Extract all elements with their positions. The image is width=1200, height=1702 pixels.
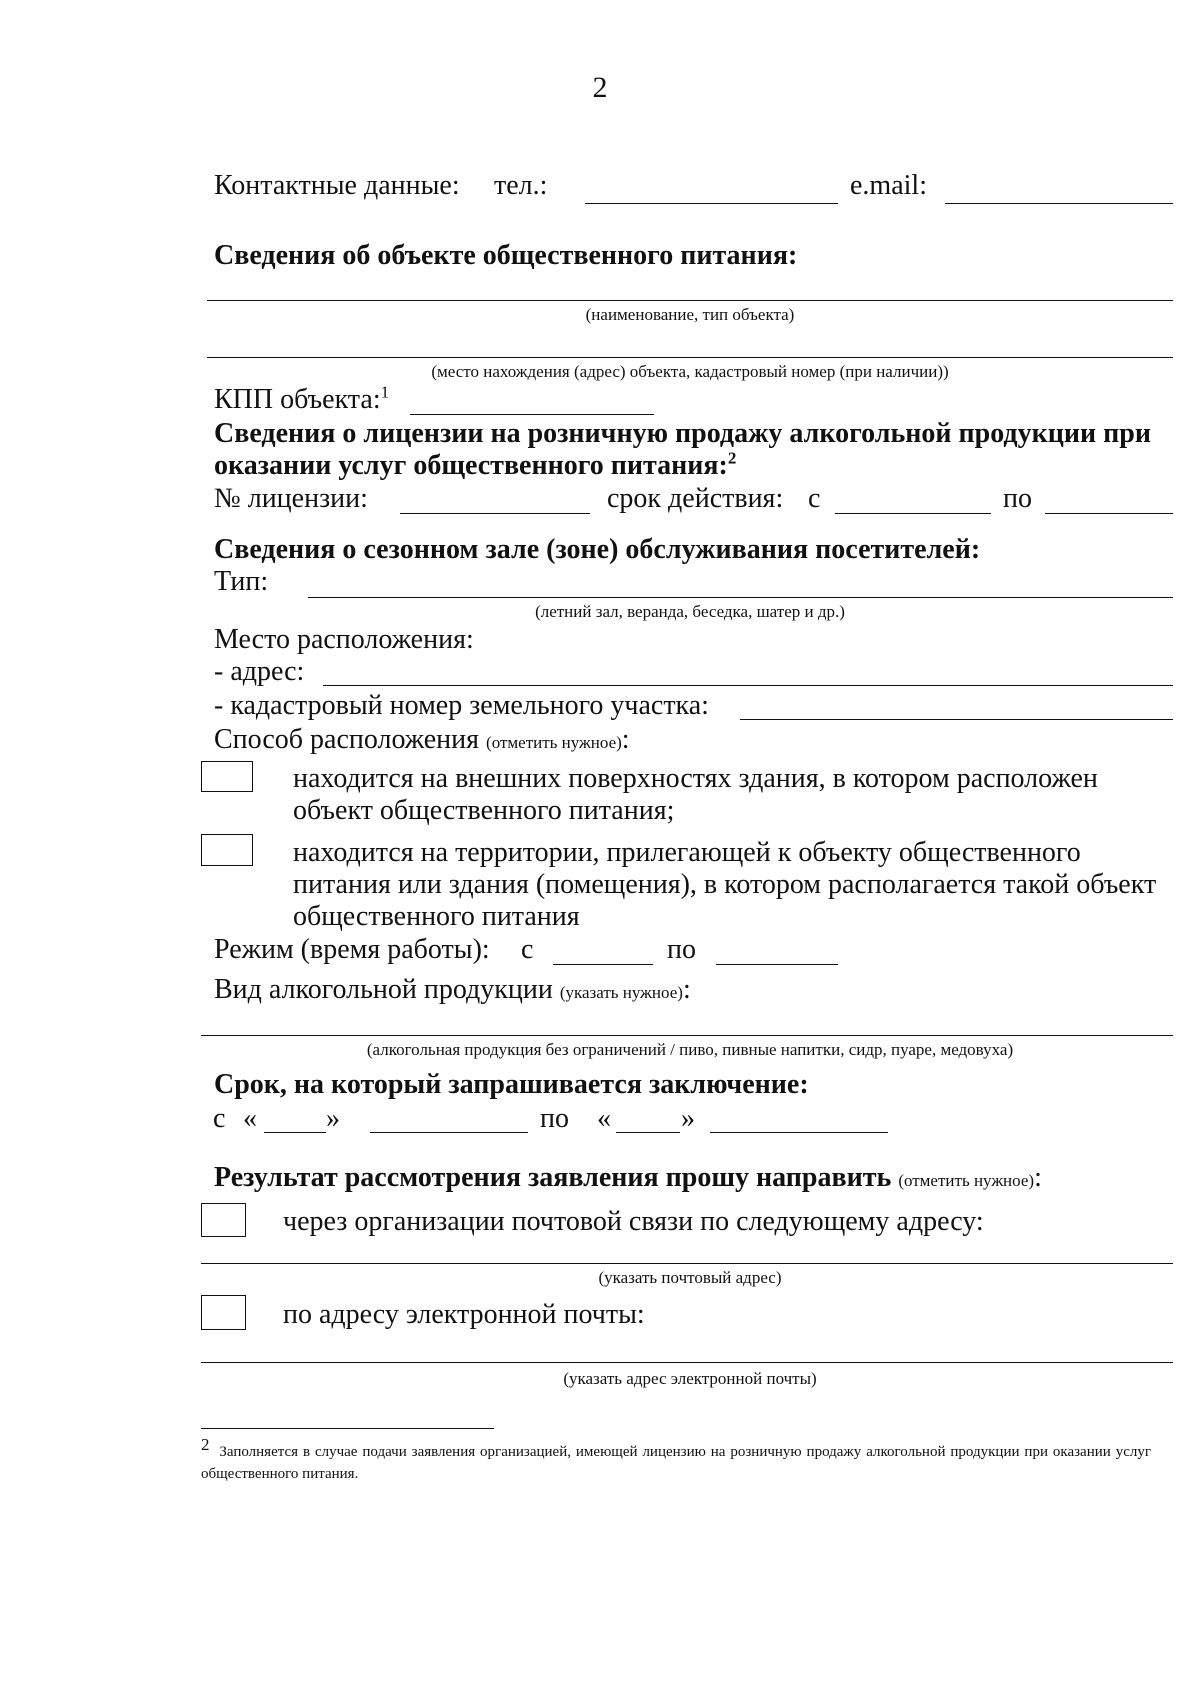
catering-name-hint: (наименование, тип объекта) — [585, 305, 795, 324]
kpp-label: КПП объекта:$^1$ — [214, 382, 390, 415]
seasonal-cadastral-field[interactable] — [740, 719, 1173, 720]
seasonal-type-label: Тип: — [214, 566, 269, 597]
term-from-close-quote: » — [326, 1103, 340, 1134]
email-label: e.mail: — [850, 170, 927, 201]
alcohol-type-field[interactable] — [201, 1035, 1173, 1036]
license-validity-label: срок действия: — [607, 483, 784, 514]
option-adjacent-territory-checkbox[interactable] — [201, 834, 253, 866]
result-email-address-field[interactable] — [201, 1362, 1173, 1363]
term-from-month-year-field[interactable] — [370, 1132, 528, 1133]
kpp-field[interactable] — [410, 414, 654, 415]
phone-field[interactable] — [585, 203, 838, 204]
license-from-label: с — [808, 483, 821, 514]
hours-to-field[interactable] — [716, 964, 838, 965]
option-adjacent-territory-line3: общественного питания — [293, 901, 580, 932]
catering-name-field[interactable] — [207, 300, 1173, 301]
term-to-close-quote: » — [681, 1103, 695, 1134]
license-to-label: по — [1003, 483, 1032, 514]
seasonal-type-field[interactable] — [308, 597, 1173, 598]
term-heading: Срок, на который запрашивается заключение: — [214, 1069, 809, 1100]
term-to-open-quote: « — [597, 1103, 611, 1134]
license-number-field[interactable] — [400, 513, 590, 514]
option-adjacent-territory-line2: питания или здания (помещения), в котором располагается такой объект — [293, 869, 1157, 900]
seasonal-type-hint: (летний зал, веранда, беседка, шатер и др.) — [535, 602, 845, 621]
term-from-open-quote: « — [243, 1103, 257, 1134]
alcohol-options-hint: (алкогольная продукция без ограничений / пиво, пивные напитки, сидр, пуаре, медовуха) — [366, 1040, 1014, 1059]
catering-address-field[interactable] — [207, 357, 1173, 358]
result-email-label: по адресу электронной почты: — [283, 1299, 645, 1330]
result-post-address-field[interactable] — [201, 1263, 1173, 1264]
result-post-hint: (указать почтовый адрес) — [598, 1268, 782, 1287]
hours-from-field[interactable] — [553, 964, 653, 965]
result-email-hint: (указать адрес электронной почты) — [563, 1369, 817, 1388]
seasonal-cadastral-label: - кадастровый номер земельного участка: — [214, 690, 709, 721]
footnote-ref-2: 2 — [727, 448, 737, 468]
license-heading-line1: Сведения о лицензии на розничную продажу алкогольной продукции при — [214, 418, 1151, 449]
alcohol-label: Вид алкогольной продукции (указать нужное): — [214, 974, 691, 1005]
option-outer-surfaces-line1: находится на внешних поверхностях здания, в котором расположен — [293, 763, 1098, 794]
term-from-label: с — [213, 1103, 226, 1134]
license-heading-line2: оказании услуг общественного питания:$^2$ — [214, 448, 737, 481]
seasonal-heading: Сведения о сезонном зале (зоне) обслуживания посетителей: — [214, 534, 981, 565]
option-adjacent-territory-line1: находится на территории, прилегающей к объекту общественного — [293, 837, 1081, 868]
license-to-field[interactable] — [1045, 513, 1173, 514]
footnote-separator — [201, 1428, 494, 1429]
result-email-checkbox[interactable] — [201, 1295, 246, 1330]
phone-label: тел.: — [494, 170, 548, 201]
term-to-month-year-field[interactable] — [710, 1132, 888, 1133]
result-heading: Результат рассмотрения заявления прошу направить (отметить нужное): — [214, 1162, 1042, 1193]
seasonal-method-label: Способ расположения (отметить нужное): — [214, 724, 630, 755]
hours-label: Режим (время работы): — [214, 934, 490, 965]
catering-heading: Сведения об объекте общественного питания: — [214, 240, 798, 271]
option-outer-surfaces-line2: объект общественного питания; — [293, 795, 675, 826]
term-from-day-field[interactable] — [264, 1132, 326, 1133]
footnote-text: $^2$ Заполняется в случае подачи заявления организацией, имеющей лицензию на розничную продажу алкогольной продукции при оказании услуг общественного питания. — [201, 1435, 1151, 1482]
term-to-day-field[interactable] — [616, 1132, 680, 1133]
footnote-ref-1: 1 — [380, 382, 390, 402]
alcohol-hint: (указать нужное) — [559, 983, 683, 1002]
hours-from-label: с — [521, 934, 534, 965]
license-number-label: № лицензии: — [214, 483, 368, 514]
hours-to-label: по — [667, 934, 696, 965]
option-outer-surfaces-checkbox[interactable] — [201, 761, 253, 792]
seasonal-location-label: Место расположения: — [214, 624, 474, 655]
result-post-label: через организации почтовой связи по следующему адресу: — [283, 1206, 984, 1237]
page-number: 2 — [592, 71, 608, 104]
footnote-mark: 2 — [201, 1435, 210, 1454]
term-to-label: по — [540, 1103, 569, 1134]
license-from-field[interactable] — [835, 513, 991, 514]
seasonal-method-hint: (отметить нужное) — [486, 733, 622, 752]
seasonal-address-field[interactable] — [323, 685, 1173, 686]
seasonal-address-label: - адрес: — [214, 656, 305, 687]
email-field[interactable] — [945, 203, 1173, 204]
contacts-label: Контактные данные: — [214, 170, 460, 201]
result-hint: (отметить нужное) — [898, 1171, 1035, 1190]
result-post-checkbox[interactable] — [201, 1203, 246, 1237]
catering-address-hint: (место нахождения (адрес) объекта, кадастровый номер (при наличии)) — [431, 362, 949, 381]
